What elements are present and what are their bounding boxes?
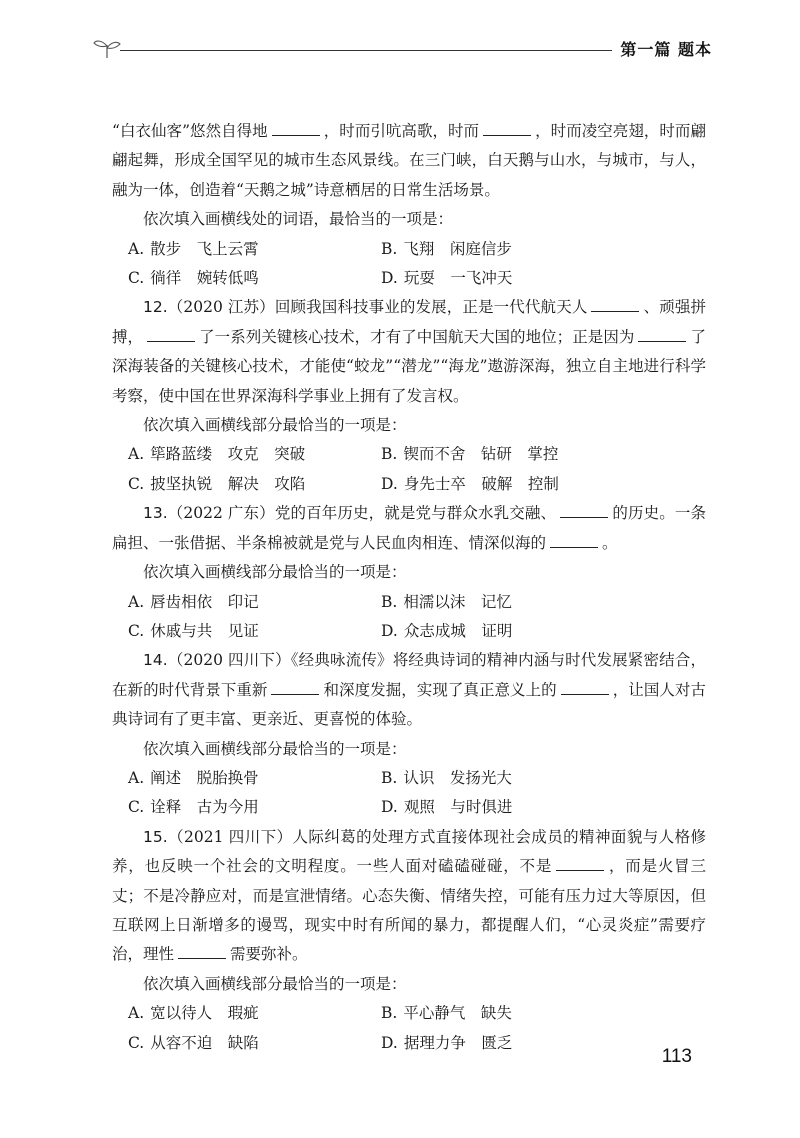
page-header [92, 34, 712, 64]
option-a: A. 阐述 脱胎换骨 [128, 768, 259, 787]
answer-blank [147, 340, 195, 342]
answer-blank [483, 134, 531, 136]
answer-blank [272, 134, 320, 136]
option-d: D. 玩耍 一飞冲天 [381, 269, 513, 288]
header-rule [120, 50, 688, 51]
question-stem: “白衣仙客”悠然自得地 ，时而引吭高歌，时而 ，时而凌空亮翅，时而翩翩起舞，形成全国罕见的城市生态风景线。在三门峡，白天鹅与山水，与城市，与人，融为一体，创造着“天鹅之城”诗意栖居的日常生活场景。 [112, 122, 706, 199]
option-a: A. 筚路蓝缕 攻克 突破 [128, 445, 306, 464]
question-15: 15.（2021 四川下）人际纠葛的处理方式直接体现社会成员的精神面貌与人格修养，也反映一个社会的文明程度。一些人面对磕磕碰碰，不是 ，而是火冒三丈；不是冷静应对，而是宣泄情绪。心态失衡、情绪失控，可能有压力过大等原因，但互联网上日渐增多的谩骂，现实中时有所闻的暴力，都提醒人们，“心灵炎症”需要疗治，理性 需要弥补。 [112, 827, 706, 964]
page-content [112, 117, 706, 1058]
answer-blank [178, 957, 226, 959]
question-12: 12.（2020 江苏）回顾我国科技事业的发展，正是一代代航天人 、顽强拼搏， 了一系列关键核心技术，才有了中国航天大国的地位；正是因为 了深海装备的关键核心技术，才能使“蛟龙”“潜龙”“海龙”遨游深海，独立自主地进行科学考察，使中国在世界深海科学事业上拥有了发言权。 [112, 298, 706, 405]
question-prompt: 依次填入画横线部分最恰当的一项是： [143, 416, 407, 435]
question-14: 14.（2020 四川下）《经典咏流传》将经典诗词的精神内涵与时代发展紧密结合，在新的时代背景下重新 和深度发掘，实现了真正意义上的 ，让国人对古典诗词有了更丰富、更亲近、更喜悦的体验。 [112, 651, 706, 729]
page-number: 113 [661, 1046, 692, 1067]
option-b: B. 认识 发扬光大 [381, 768, 512, 787]
question-prompt: 依次填入画横线部分最恰当的一项是： [143, 739, 407, 758]
option-b: B. 平心静气 缺失 [381, 1004, 512, 1023]
answer-blank [591, 310, 639, 312]
question-13: 13.（2022 广东）党的百年历史，就是党与群众水乳交融、 的历史。一条扁担、一张借据、半条棉被就是党与人民血肉相连、情深似海的 。 [112, 504, 706, 552]
option-a: A. 唇齿相依 印记 [128, 592, 259, 611]
option-b: B. 飞翔 闲庭信步 [381, 239, 512, 258]
answer-blank [550, 546, 598, 548]
option-c: C. 休戚与共 见证 [128, 621, 259, 640]
option-d: D. 观照 与时俱进 [381, 798, 513, 817]
options-list [112, 235, 706, 294]
option-b: B. 锲而不舍 钻研 掌控 [381, 445, 559, 464]
question-prompt: 依次填入画横线部分最恰当的一项是： [143, 974, 407, 993]
answer-blank [556, 869, 604, 871]
option-d: D. 众志成城 证明 [381, 621, 513, 640]
section-title: 第一篇 题本 [612, 37, 712, 60]
option-a: A. 散步 飞上云霄 [128, 239, 259, 258]
option-c: C. 从容不迫 缺陷 [128, 1033, 259, 1052]
question-prompt: 依次填入画横线部分最恰当的一项是： [143, 563, 407, 582]
options-list [112, 588, 706, 647]
option-b: B. 相濡以沫 记忆 [381, 592, 512, 611]
options-list [112, 440, 706, 499]
sprout-icon [92, 36, 122, 60]
option-c: C. 披坚执锐 解决 攻陷 [128, 474, 306, 493]
answer-blank [561, 693, 609, 695]
options-list [112, 764, 706, 823]
option-a: A. 宽以待人 瑕疵 [128, 1004, 259, 1023]
options-list [112, 999, 706, 1058]
answer-blank [271, 693, 319, 695]
answer-blank [560, 516, 608, 518]
answer-blank [638, 340, 686, 342]
option-d: D. 身先士卒 破解 控制 [381, 474, 559, 493]
option-d: D. 据理力争 匮乏 [381, 1033, 513, 1052]
option-c: C. 徜徉 婉转低鸣 [128, 269, 259, 288]
question-prompt: 依次填入画横线处的词语，最恰当的一项是： [143, 210, 454, 229]
option-c: C. 诠释 古为今用 [128, 798, 259, 817]
